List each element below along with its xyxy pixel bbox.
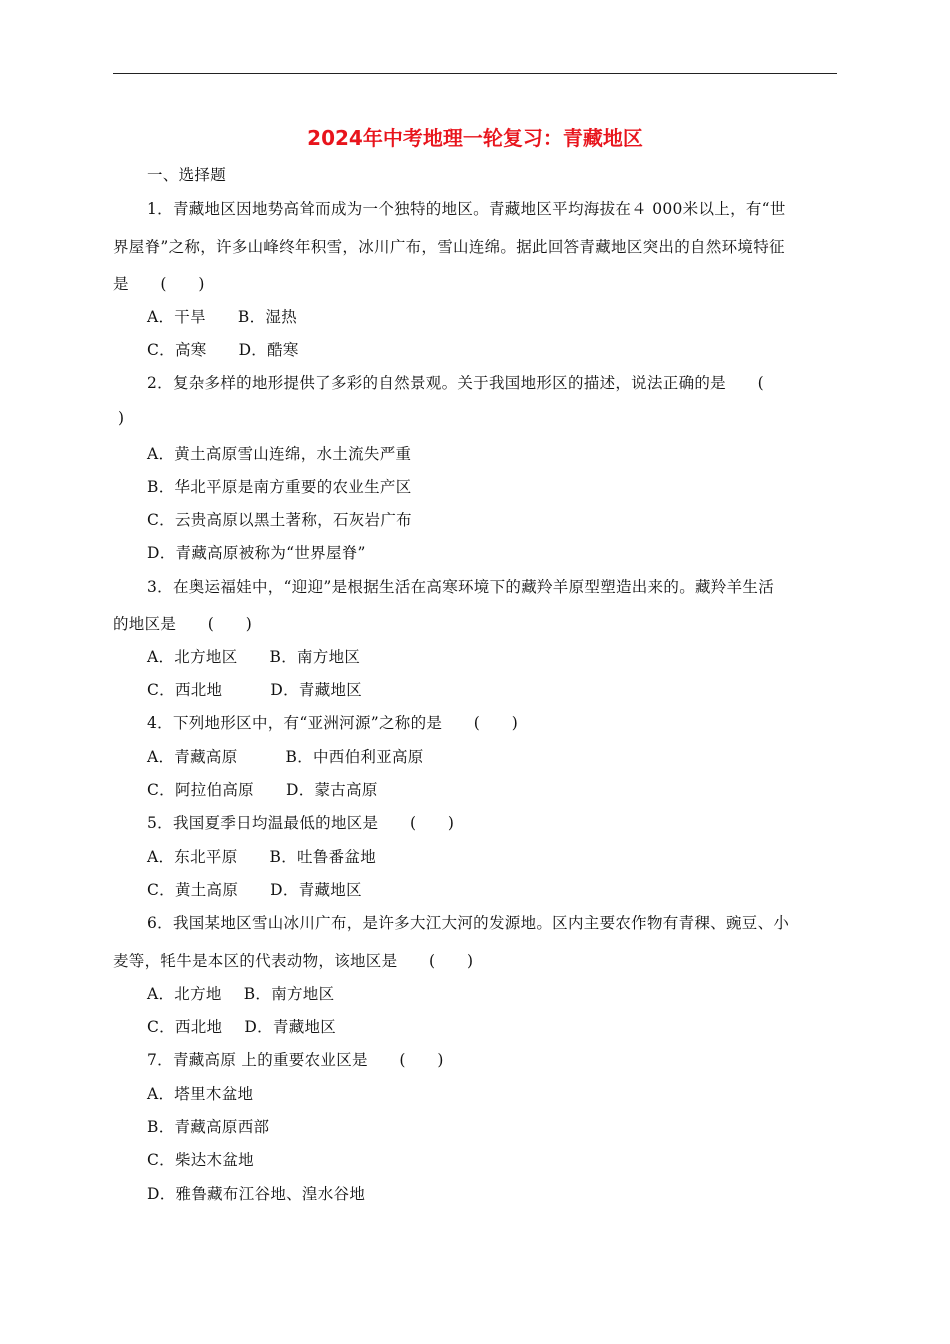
option-c: C．黄土高原 [147, 881, 239, 899]
question-5-options-ab [147, 845, 376, 867]
option-b: B．南方地区 [269, 648, 361, 666]
question-2-option-d: D．青藏高原被称为“世界屋脊” [147, 544, 366, 562]
question-4-options-ab [147, 745, 424, 767]
question-4-options-cd [147, 778, 378, 800]
question-7-option-d: D．雅鲁藏布江谷地、湟水谷地 [147, 1185, 366, 1203]
question-1-options-ab [147, 305, 297, 327]
option-b: B．中西伯利亚高原 [285, 748, 424, 766]
option-c: C．西北地 [147, 681, 223, 699]
question-5-options-cd [147, 878, 362, 900]
option-b: B．南方地区 [243, 985, 335, 1003]
option-d: D．青藏地区 [270, 881, 362, 899]
option-d: D．青藏地区 [270, 681, 363, 699]
question-2-option-b: B．华北平原是南方重要的农业生产区 [147, 478, 412, 496]
option-c: C．高寒 [147, 341, 207, 359]
option-d: D．酷寒 [238, 341, 299, 359]
question-6-options-cd [147, 1015, 336, 1037]
option-d: D．青藏地区 [244, 1018, 337, 1036]
option-a: A．干旱 [147, 308, 206, 326]
question-7-option-b: B．青藏高原西部 [147, 1118, 270, 1136]
question-3-options-ab [147, 645, 360, 667]
option-a: A．青藏高原 [147, 748, 238, 766]
option-a: A．东北平原 [147, 848, 238, 866]
question-6-line-2: 麦等，牦牛是本区的代表动物，该地区是 ( ) [113, 952, 474, 970]
question-1-line-3: 是 ( ) [113, 275, 205, 293]
question-6-options-ab [147, 982, 334, 1004]
option-d: D．蒙古高原 [285, 781, 378, 799]
option-b: B．吐鲁番盆地 [269, 848, 376, 866]
question-6-line-1: 6．我国某地区雪山冰川广布，是许多大江大河的发源地。区内主要农作物有青稞、豌豆、小 [147, 914, 790, 932]
question-7-line-1: 7．青藏高原 上的重要农业区是 ( ) [147, 1051, 444, 1069]
question-1-line-1: 1．青藏地区因地势高耸而成为一个独特的地区。青藏地区平均海拔在４ 000米以上，有“世 [147, 200, 786, 218]
question-3-line-2: 的地区是 ( ) [113, 615, 253, 633]
question-2-line-2: ) [118, 409, 125, 427]
question-2-option-a: A．黄土高原雪山连绵，水土流失严重 [147, 445, 412, 463]
option-a: A．北方地 [147, 985, 222, 1003]
question-4-line-1: 4．下列地形区中，有“亚洲河源”之称的是 ( ) [147, 714, 519, 732]
page-title: 2024年中考地理一轮复习：青藏地区 [307, 126, 643, 150]
question-2-line-1: 2．复杂多样的地形提供了多彩的自然景观。关于我国地形区的描述，说法正确的是 ( [147, 374, 764, 392]
question-5-line-1: 5．我国夏季日均温最低的地区是 ( ) [147, 814, 455, 832]
option-b: B．湿热 [237, 308, 297, 326]
option-a: A．北方地区 [147, 648, 238, 666]
question-7-option-a: A．塔里木盆地 [147, 1085, 254, 1103]
header-rule [113, 73, 837, 74]
question-1-options-cd [147, 338, 299, 360]
question-2-option-c: C．云贵高原以黑土著称，石灰岩广布 [147, 511, 412, 529]
option-c: C．阿拉伯高原 [147, 781, 254, 799]
question-1-line-2: 界屋脊”之称，许多山峰终年积雪，冰川广布，雪山连绵。据此回答青藏地区突出的自然环境特征 [113, 238, 785, 256]
question-7-option-c: C．柴达木盆地 [147, 1151, 254, 1169]
question-3-options-cd [147, 678, 362, 700]
option-c: C．西北地 [147, 1018, 223, 1036]
question-3-line-1: 3．在奥运福娃中，“迎迎”是根据生活在高寒环境下的藏羚羊原型塑造出来的。藏羚羊生活 [147, 578, 775, 596]
section-heading: 一、选择题 [147, 166, 227, 184]
